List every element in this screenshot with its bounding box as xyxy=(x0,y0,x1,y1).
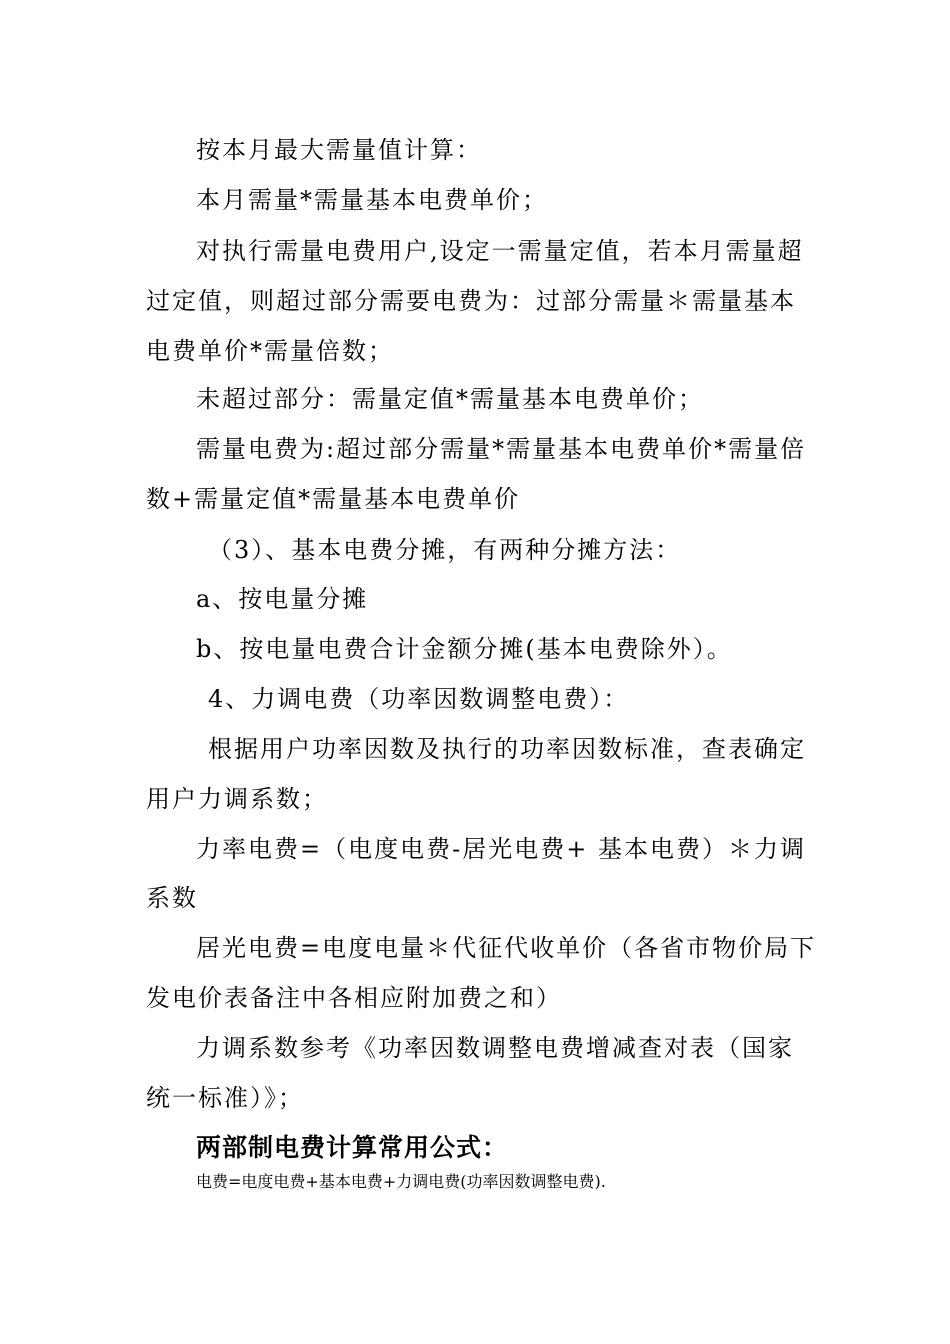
text-line: 用户力调系数； xyxy=(146,785,328,813)
text-line: 根据用户功率因数及执行的功率因数标准，查表确定 xyxy=(208,735,806,763)
list-item-a: a、按电量分摊 xyxy=(196,585,369,613)
text-line: 过定值，则超过部分需要电费为：过部分需量＊需量基本 xyxy=(146,287,796,315)
text-line: 力率电费=（电度电费-居光电费+ 基本电费）＊力调 xyxy=(196,835,806,863)
text-line: 居光电费=电度电量＊代征代收单价（各省市物价局下 xyxy=(196,934,817,962)
text-line: 系数 xyxy=(146,884,198,912)
formula-line: 电费=电度电费+基本电费+力调电费(功率因数调整电费). xyxy=(196,1172,606,1191)
section-heading-3: （3）、基本电费分摊，有两种分摊方法： xyxy=(208,536,682,564)
text-line: 力调系数参考《功率因数调整电费增减查对表（国家 xyxy=(196,1034,794,1062)
text-line: 对执行需量电费用户,设定一需量定值，若本月需量超 xyxy=(196,237,804,265)
text-line: 需量电费为:超过部分需量*需量基本电费单价*需量倍 xyxy=(196,435,807,463)
section-heading-4: 4、力调电费（功率因数调整电费）： xyxy=(208,685,630,713)
text-line: 未超过部分：需量定值*需量基本电费单价； xyxy=(196,385,704,413)
formula-heading: 两部制电费计算常用公式： xyxy=(196,1133,509,1162)
text-line: 数+需量定值*需量基本电费单价 xyxy=(146,485,521,513)
list-item-b: b、按电量电费合计金额分摊(基本电费除外）。 xyxy=(196,635,733,663)
text-line: 按本月最大需量值计算： xyxy=(196,136,482,164)
text-line: 发电价表备注中各相应附加费之和） xyxy=(146,984,562,1012)
text-line: 统一标准）》； xyxy=(146,1084,304,1112)
text-line: 电费单价*需量倍数； xyxy=(146,337,394,365)
text-line: 本月需量*需量基本电费单价； xyxy=(196,186,548,214)
